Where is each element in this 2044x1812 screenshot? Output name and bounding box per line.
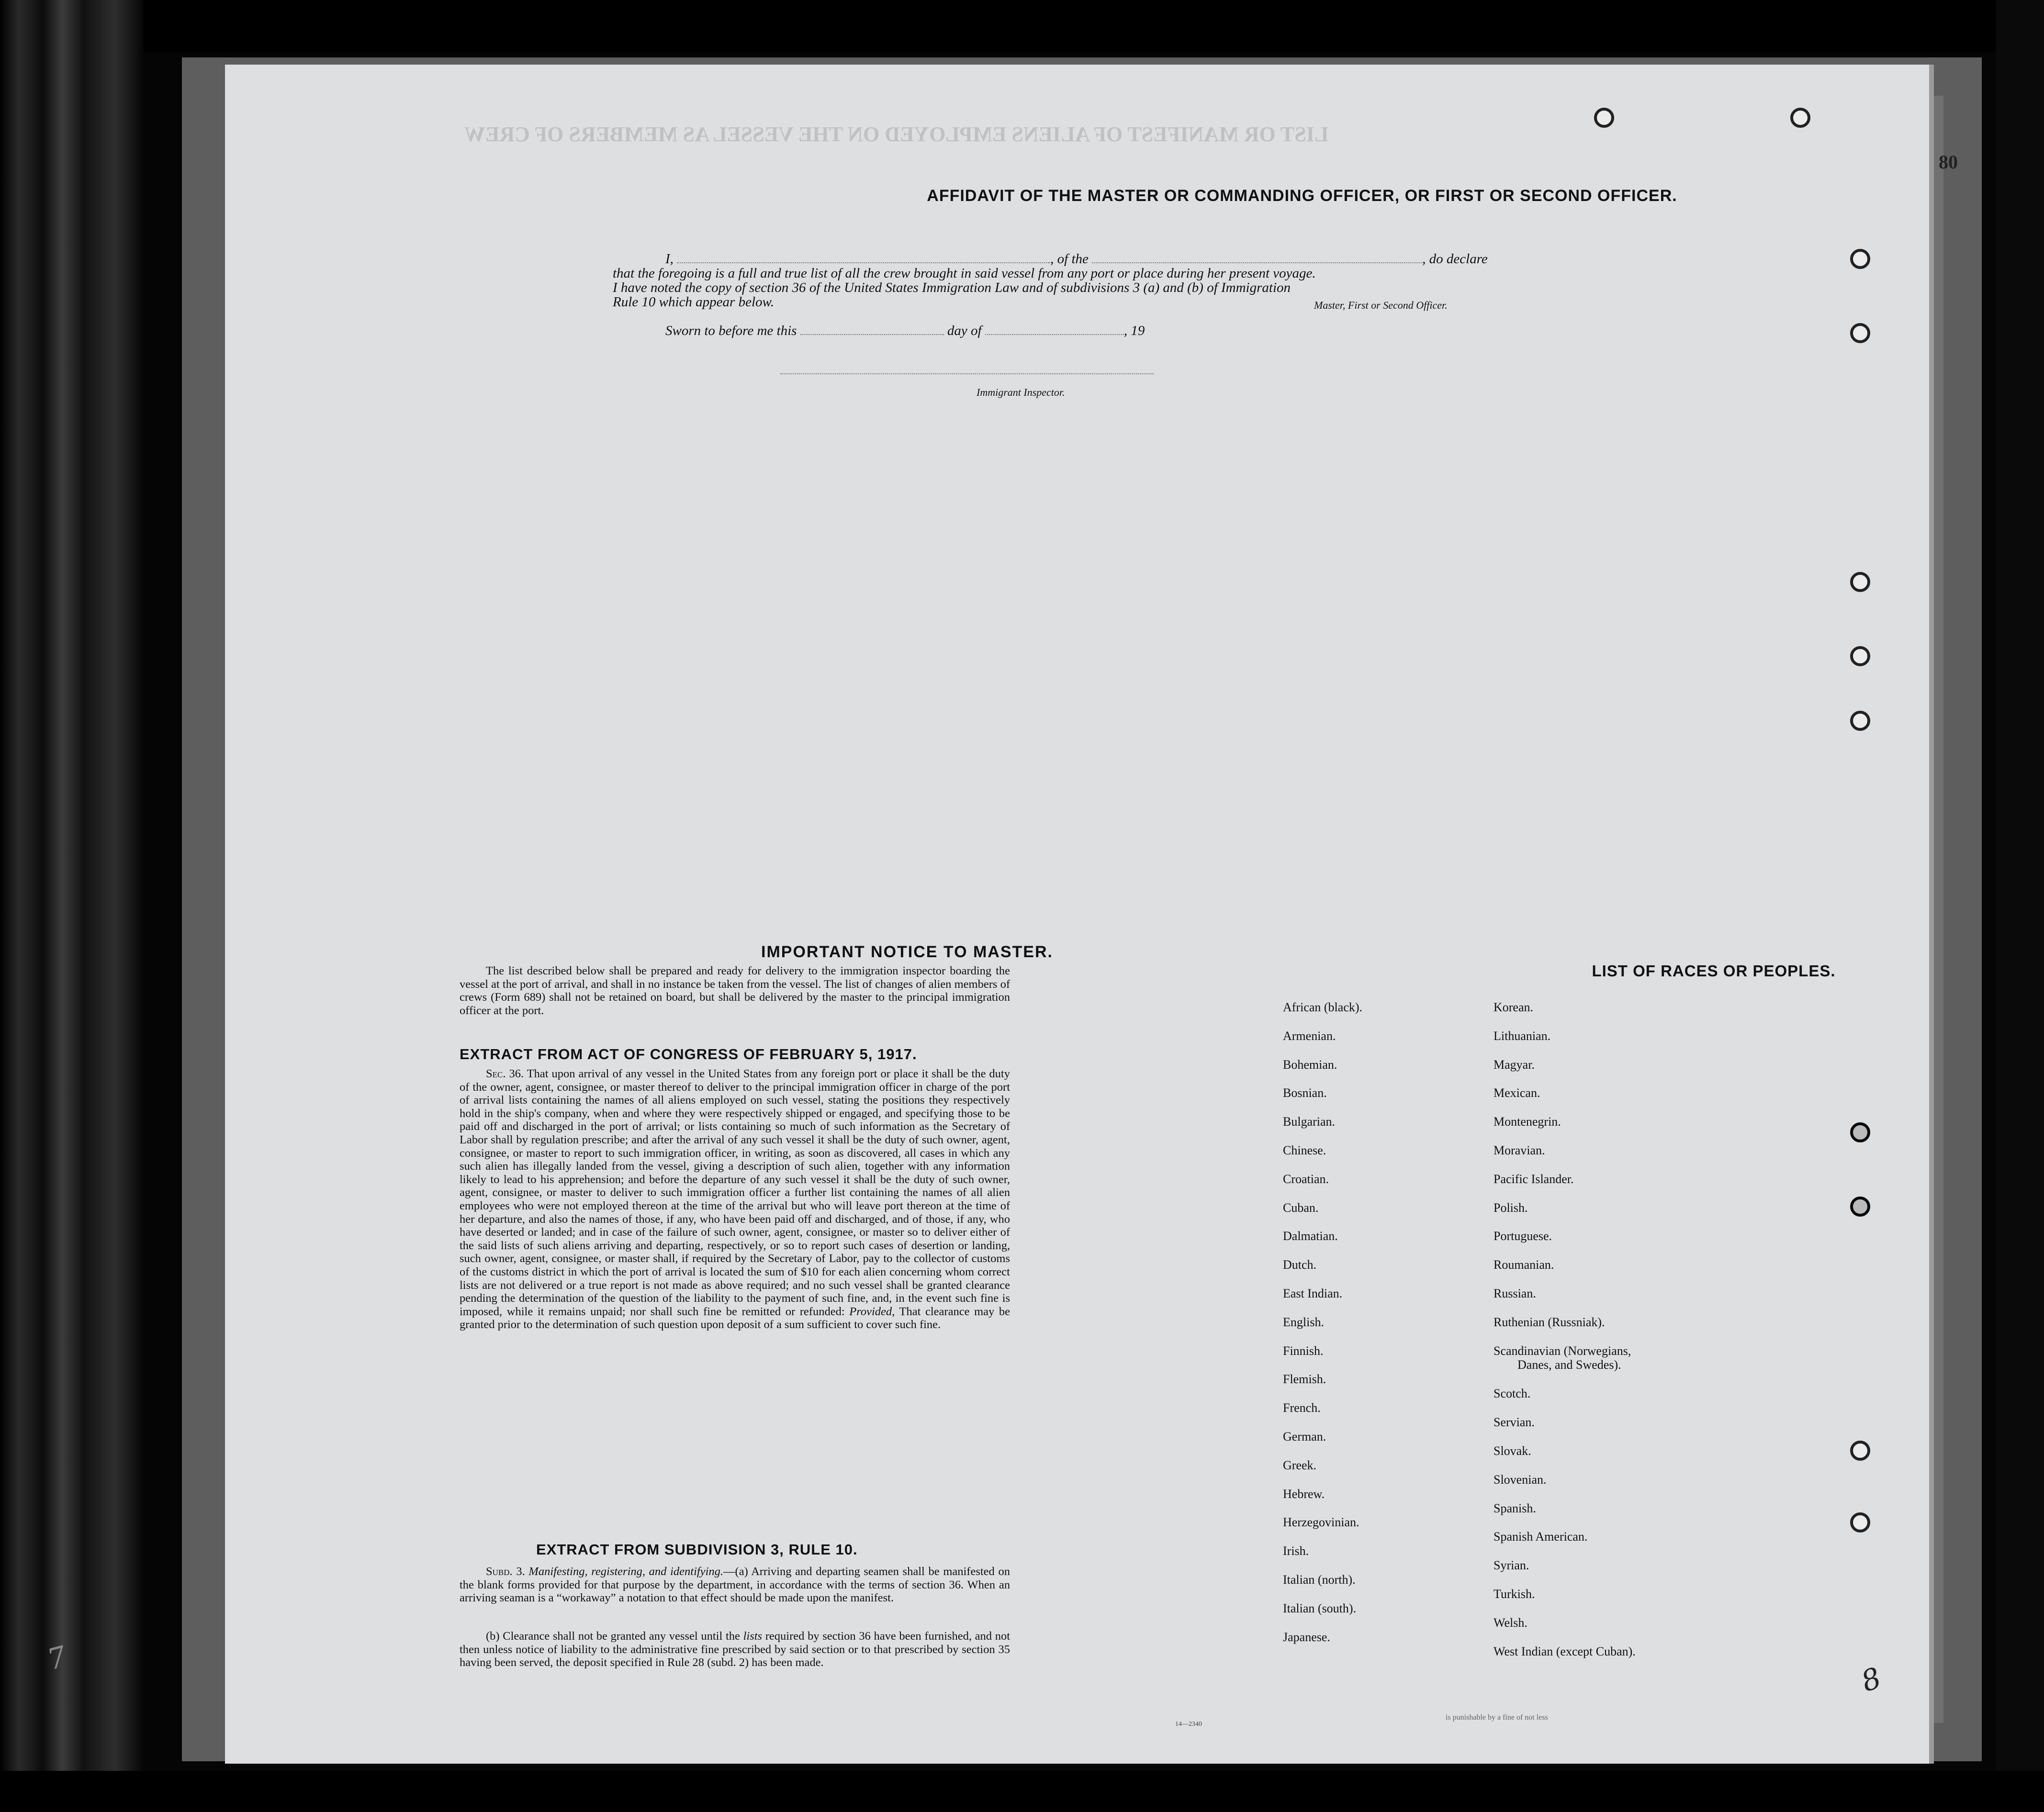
race-item: Korean. xyxy=(1494,1000,1534,1014)
race-item: Scotch. xyxy=(1494,1387,1531,1401)
handwritten-left-mark: 7 xyxy=(44,1640,70,1677)
vessel-name-blank xyxy=(1092,262,1422,263)
paragraph-b-start: Clearance shall not be granted any vessel until the xyxy=(503,1630,740,1643)
race-item: Servian. xyxy=(1494,1415,1535,1430)
signature-label: Master, First or Second Officer. xyxy=(1314,299,1448,311)
section-36-end: That clearance may be granted prior to the determination of such question upon deposit of a sum sufficient to cover such fine. xyxy=(460,1305,1011,1331)
race-item: Welsh. xyxy=(1494,1615,1527,1630)
binder-hole xyxy=(1850,1122,1870,1142)
race-item: Portuguese. xyxy=(1494,1229,1552,1243)
inspector-signature-line xyxy=(780,373,1154,374)
subdivision-heading: Manifesting, registering, and identifying. xyxy=(528,1565,724,1578)
inspector-label: Immigrant Inspector. xyxy=(977,386,1065,398)
race-item: Italian (north). xyxy=(1283,1573,1356,1587)
day-of-text: day of xyxy=(947,323,982,338)
film-border-bottom xyxy=(0,1771,2044,1812)
affidavit-i: I, xyxy=(665,251,674,267)
race-item: Roumanian. xyxy=(1494,1258,1554,1272)
race-item: Armenian. xyxy=(1283,1029,1336,1043)
race-item: Magyar. xyxy=(1494,1057,1535,1072)
race-item: Hebrew. xyxy=(1283,1487,1325,1501)
binder-hole xyxy=(1850,572,1870,592)
race-item: Irish. xyxy=(1283,1544,1309,1558)
race-item: Bulgarian. xyxy=(1283,1115,1336,1129)
race-item: African (black). xyxy=(1283,1000,1363,1014)
affidavit-declaration-line xyxy=(665,251,1488,267)
section-36-body: That upon arrival of any vessel in the United States from any foreign port or place it shall be the duty of the owner, agent, consignee, or master thereof to deliver to the principal immigration officer in charge of the port of arrival lists containing the names of all aliens employed on such vessel, stating the positions they respectively hold in the ship's company, when and where they were respectively shipped or engaged, and specifying those to be paid off and discharged in the port of arrival; or lists containing so much of such information as the Secretary of Labor shall by regulation prescribe; and after the arrival of any such vessel it shall be the duty of such owner, agent, consignee, or master to report to such immigration officer, in writing, as soon as discovered, all cases in which any such alien has illegally landed from the vessel, giving a description of such alien, together with any information likely to lead to his apprehension; and before the departure of any such vessel it shall be the duty of such owner, agent, consignee, or master to deliver to such immigration officer a further list containing the names of all alien employees who were not employed thereon at the time of the arrival but who will leave port thereon at the time of her departure, and also the names of those, if any, who have been paid off and discharged, and of those, if any, who have deserted or landed; and in case of the failure of such owner, agent, consignee, or master so to deliver either of the said lists of such aliens arriving and departing, respectively, or so to report such cases of desertion or landing, such owner, agent, consignee, or master shall, if required by the Secretary of Labor, pay to the collector of customs of the customs district in which the port of arrival is located the sum of $10 for each alien concerning whom correct lists are not delivered or a true report is not made as above required; and no such vessel shall be granted clearance pending the determination of the question of the liability to the payment of such fine, and, in the event such fine is imposed, while it remains unpaid; nor shall such fine be remitted or refunded: xyxy=(460,1067,1010,1318)
sworn-day-blank xyxy=(800,334,944,335)
race-item: French. xyxy=(1283,1401,1321,1415)
affidavit-declare: , do declare xyxy=(1422,251,1488,267)
extract-rule-title: EXTRACT FROM SUBDIVISION 3, RULE 10. xyxy=(536,1541,858,1558)
affidavit-title: AFFIDAVIT OF THE MASTER OR COMMANDING OFFICER, OR FIRST OR SECOND OFFICER. xyxy=(927,187,1677,205)
race-item: Turkish. xyxy=(1494,1587,1535,1601)
race-item: Cuban. xyxy=(1283,1200,1319,1215)
race-item: German. xyxy=(1283,1430,1326,1443)
paragraph-b xyxy=(460,1630,1010,1669)
binder-hole xyxy=(1850,1441,1870,1461)
section-36-text xyxy=(460,1067,1010,1331)
race-item: Pacific Islander. xyxy=(1494,1172,1574,1186)
affidavit-of-the: , of the xyxy=(1050,251,1089,267)
film-border-left xyxy=(0,0,144,1812)
race-item: East Indian. xyxy=(1283,1286,1343,1300)
race-item: Bosnian. xyxy=(1283,1086,1327,1100)
affidavit-line-3: I have noted the copy of section 36 of the United States Immigration Law and of subdivisions 3 (a) and (b) of Immigration xyxy=(613,280,1291,295)
binder-hole xyxy=(1850,711,1870,731)
race-item: Slovak. xyxy=(1494,1444,1531,1458)
paragraph-b-label: (b) xyxy=(486,1630,500,1643)
form-number: 14—2340 xyxy=(1175,1721,1202,1728)
affidavit-line-4: Rule 10 which appear below. xyxy=(613,294,774,310)
handwritten-page-mark: 8 xyxy=(1857,1661,1886,1699)
binder-hole xyxy=(1850,1197,1870,1217)
races-title: LIST OF RACES OR PEOPLES. xyxy=(1592,962,1836,980)
master-name-blank xyxy=(677,262,1050,263)
race-item: Herzegovinian. xyxy=(1283,1515,1359,1530)
binder-hole xyxy=(1850,249,1870,269)
race-item: Italian (south). xyxy=(1283,1601,1357,1615)
notice-title: IMPORTANT NOTICE TO MASTER. xyxy=(761,943,1053,961)
race-item: Bohemian. xyxy=(1283,1057,1337,1072)
binder-hole xyxy=(1594,108,1614,128)
paragraph-a: —(a) Arriving and departing seamen shall be manifested on the blank forms provided for that purpose by the department, in accordance with the terms of section 36. When an arriving seaman is a “workaway” a notation to that effect should be made upon the manifest. xyxy=(460,1565,1010,1605)
affidavit-line-2: that the foregoing is a full and true list of all the crew brought in said vessel from any port or place during her present voyage. xyxy=(613,266,1316,281)
sworn-month-blank xyxy=(985,334,1124,335)
race-item: Montenegrin. xyxy=(1494,1115,1561,1129)
subdivision-label: Subd. 3. xyxy=(486,1565,525,1578)
manifest-page xyxy=(225,65,1958,1764)
binder-hole xyxy=(1850,646,1870,666)
race-item: Flemish. xyxy=(1283,1372,1326,1387)
binder-hole xyxy=(1850,1512,1870,1532)
race-item: West Indian (except Cuban). xyxy=(1494,1644,1636,1658)
section-label: Sec. 36. xyxy=(486,1067,524,1080)
race-item: Lithuanian. xyxy=(1494,1029,1551,1043)
race-item: Spanish. xyxy=(1494,1501,1536,1515)
race-item: Croatian. xyxy=(1283,1172,1329,1186)
sworn-line xyxy=(665,323,1145,339)
race-item: Dalmatian. xyxy=(1283,1229,1338,1243)
binder-hole xyxy=(1790,108,1810,128)
bleed-through-page-number: 80 xyxy=(1939,151,1958,173)
race-item: Slovenian. xyxy=(1494,1472,1547,1487)
race-item: Finnish. xyxy=(1283,1343,1324,1358)
race-item: Chinese. xyxy=(1283,1143,1326,1157)
extract-act-title: EXTRACT FROM ACT OF CONGRESS OF FEBRUARY 5, 1917. xyxy=(460,1046,917,1063)
film-border-right xyxy=(1996,0,2044,1812)
race-item: Greek. xyxy=(1283,1458,1317,1472)
notice-body: The list described below shall be prepared and ready for delivery to the immigration inspector boarding the vessel at the port of arrival, and shall in no instance be taken from the vessel. The list of changes of alien members of crews (Form 689) shall not be retained on board, but shall be delivered by the master to the principal immigration officer at the port. xyxy=(460,964,1010,1017)
race-item: Russian. xyxy=(1494,1286,1536,1300)
lists-word: lists xyxy=(743,1630,763,1643)
race-item: Japanese. xyxy=(1283,1630,1330,1644)
race-item: Ruthenian (Russniak). xyxy=(1494,1315,1605,1329)
paragraph-b-end: required by section 36 have been furnished, and not then unless notice of liability to the administrative fine prescribed by said section or to that prescribed by section 35 having been served, the deposit specified in Rule 28 (subd. 2) has been made. xyxy=(460,1630,1011,1669)
provided-word: Provided, xyxy=(849,1305,895,1318)
binder-hole xyxy=(1850,323,1870,343)
race-item: Moravian. xyxy=(1494,1143,1545,1157)
race-item: English. xyxy=(1283,1315,1324,1329)
year-text: , 19 xyxy=(1123,323,1145,338)
bleed-through-heading: LIST OR MANIFEST OF ALIENS EMPLOYED ON THE VESSEL AS MEMBERS OF CREW xyxy=(464,123,1329,146)
race-item: Spanish American. xyxy=(1494,1530,1588,1544)
sworn-text: Sworn to before me this xyxy=(665,323,797,338)
film-border-top xyxy=(0,0,2044,53)
race-item: Dutch. xyxy=(1283,1258,1317,1272)
race-item: Mexican. xyxy=(1494,1086,1540,1100)
race-item: Scandinavian (Norwegians, xyxy=(1494,1343,1631,1358)
race-item: Polish. xyxy=(1494,1200,1528,1215)
race-scandinavian-continued: Danes, and Swedes). xyxy=(1517,1357,1621,1372)
subdivision-3-text xyxy=(460,1565,1010,1605)
bleed-through-footnote: is punishable by a fine of not less xyxy=(1446,1713,1548,1722)
sheet-edge xyxy=(1929,65,1934,1764)
race-item: Syrian. xyxy=(1494,1558,1529,1573)
